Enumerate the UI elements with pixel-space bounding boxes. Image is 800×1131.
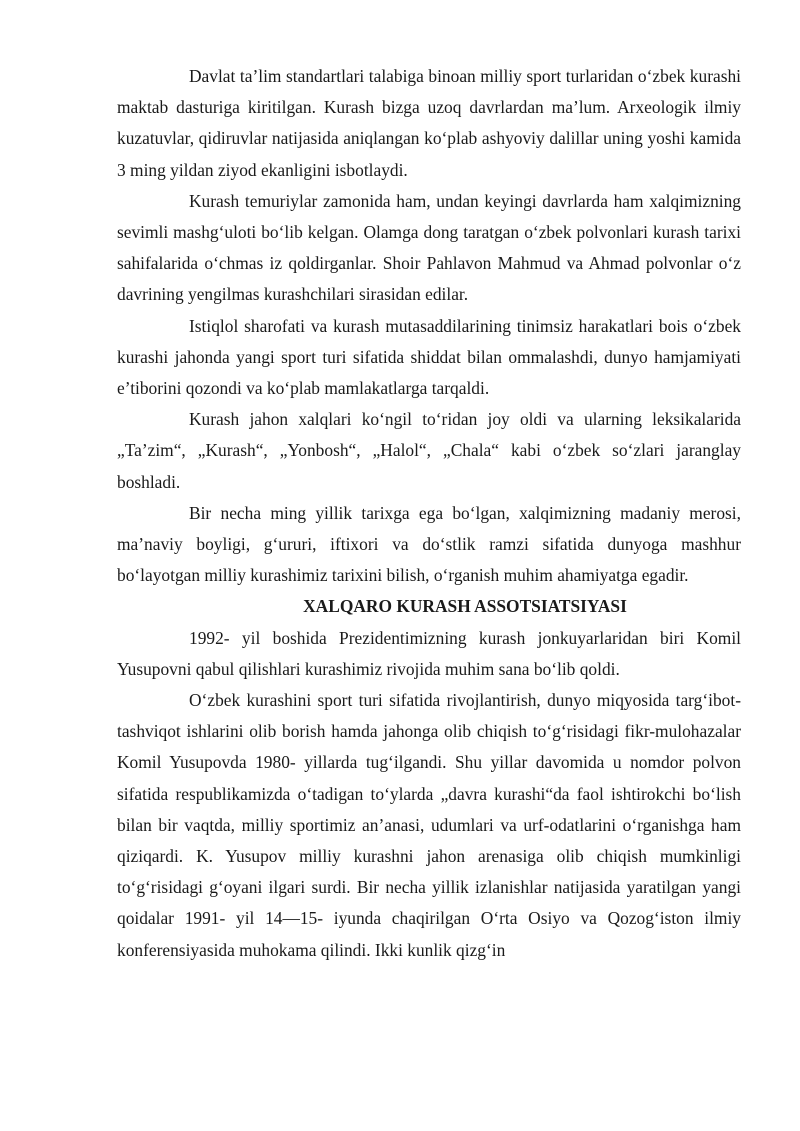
paragraph-heritage: Bir necha ming yillik tarixga ega bo‘lgan, xalqimizning madaniy merosi, ma’naviy boyligi, g‘ururi, iftixori va do‘stlik ramzi sifatida dunyoga mashhur bo‘layotgan milliy kurashimiz tarixini bilish, o‘rganish muhim ahamiyatga egadir. [117,502,741,586]
section-heading: XALQARO KURASH ASSOTSIATSIYASI [303,596,627,617]
paragraph-standards: Davlat ta’lim standartlari talabiga binoan milliy sport turlaridan o‘zbek kurashi maktab dasturiga kiritilgan. Kurash bizga uzoq davrlardan ma’lum. Arxeologik ilmiy kuzatuvlar, qidiruvlar natijasida aniqlangan ko‘plab ashyoviy dalillar uning yoshi kamida 3 ming yildan ziyod ekanligini isbotlaydi. [117,66,741,180]
paragraph-1992: 1992- yil boshida Prezidentimizning kurash jonkuyarlaridan biri Komil Yusupovni qabul qilishlari kurashimiz rivojida muhim sana bo‘lib qoldi. [117,627,741,679]
paragraph-temurids: Kurash temuriylar zamonida ham, undan keyingi davrlarda ham xalqimizning sevimli mashg‘uloti bo‘lib kelgan. Olamga dong taratgan o‘zbek polvonlari kurash tarixi sahifalarida o‘chmas iz qoldirganlar. Shoir Pahlavon Mahmud va Ahmad polvonlar o‘z davrining yengilmas kurashchilari sirasidan edilar. [117,190,741,305]
paragraph-vocabulary: Kurash jahon xalqlari ko‘ngil to‘ridan joy oldi va ularning leksikalarida „Ta’zim“, „Kurash“, „Yonbosh“, „Halol“, „Chala“ kabi o‘zbek so‘zlari jaranglay boshladi. [117,409,741,492]
paragraph-yusupov: O‘zbek kurashini sport turi sifatida rivojlantirish, dunyo miqyosida targ‘ibot-tashviqot ishlarini olib borish hamda jahonga olib chiqish to‘g‘risidagi fikr-mulohazalar Komil Yusupovda 1980- yillarda tug‘ilgandi. Shu yillar davomida u nomdor polvon sifatida respublikamizda o‘tadigan to‘ylarda „davra kurashi“da faol ishtirokchi bo‘lish bilan bir vaqtda, milliy sportimiz an’anasi, udumlari va urf-odatlarini o‘rganishga ham qiziqardi. K. Yusupov milliy kurashni jahon arenasiga olib chiqish mumkinligi to‘g‘risidagi g‘oyani ilgari surdi. Bir necha yillik izlanishlar natijasida yaratilgan yangi qoidalar 1991- yil 14—15- iyunda chaqirilgan O‘rta Osiyo va Qozog‘iston ilmiy konferensiyasida muhokama qilindi. Ikki kunlik qizg‘in [117,690,741,960]
paragraph-independence: Istiqlol sharofati va kurash mutasaddilarining tinimsiz harakatlari bois o‘zbek kurashi jahonda yangi sport turi sifatida shiddat bilan ommalashdi, dunyo hamjamiyati e’tiborini qozondi va ko‘plab mamlakatlarga tarqaldi. [117,315,741,399]
document-body [117,61,741,966]
